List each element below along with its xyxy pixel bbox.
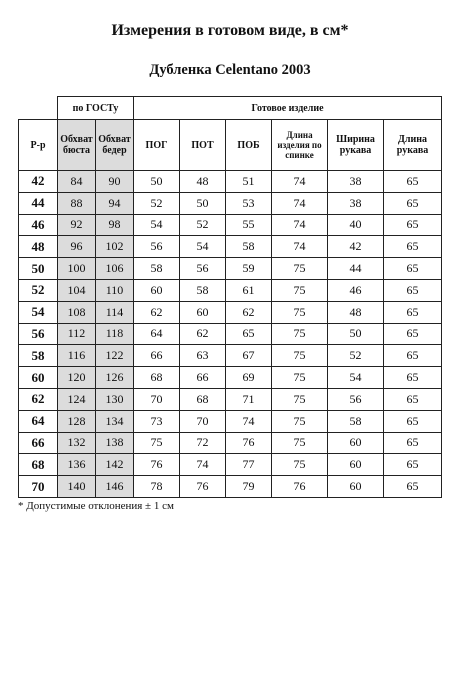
table-cell: 75	[272, 454, 328, 476]
table-cell: 88	[58, 192, 96, 214]
table-cell: 66	[134, 345, 180, 367]
blank-corner	[19, 97, 58, 120]
table-cell: 52	[328, 345, 384, 367]
table-cell: 76	[180, 476, 226, 498]
table-row	[19, 345, 442, 367]
table-row	[19, 476, 442, 498]
col-header-size: Р-р	[19, 120, 58, 171]
table-cell: 65	[384, 279, 442, 301]
table-cell: 65	[226, 323, 272, 345]
table-cell: 140	[58, 476, 96, 498]
table-cell: 58	[134, 258, 180, 280]
table-cell: 75	[272, 345, 328, 367]
table-cell: 92	[58, 214, 96, 236]
table-cell: 84	[58, 171, 96, 193]
table-cell: 70	[180, 410, 226, 432]
table-cell: 104	[58, 279, 96, 301]
table-cell: 66	[180, 367, 226, 389]
table-cell: 124	[58, 388, 96, 410]
table-row	[19, 410, 442, 432]
table-cell: 54	[134, 214, 180, 236]
col-header-bust: Обхват бюста	[58, 120, 96, 171]
table-cell: 65	[384, 345, 442, 367]
col-header-sleeve-width: Ширина рукава	[328, 120, 384, 171]
table-cell: 59	[226, 258, 272, 280]
table-cell: 100	[58, 258, 96, 280]
table-cell: 56	[328, 388, 384, 410]
size-cell: 56	[19, 323, 58, 345]
col-header-pog: ПОГ	[134, 120, 180, 171]
size-cell: 54	[19, 301, 58, 323]
table-cell: 75	[272, 258, 328, 280]
table-cell: 52	[134, 192, 180, 214]
table-cell: 56	[180, 258, 226, 280]
table-cell: 75	[272, 388, 328, 410]
table-cell: 90	[96, 171, 134, 193]
table-cell: 72	[180, 432, 226, 454]
table-cell: 65	[384, 323, 442, 345]
table-cell: 65	[384, 258, 442, 280]
table-cell: 74	[180, 454, 226, 476]
table-row	[19, 367, 442, 389]
table-cell: 130	[96, 388, 134, 410]
col-header-hips: Обхват бедер	[96, 120, 134, 171]
table-cell: 42	[328, 236, 384, 258]
table-cell: 75	[272, 410, 328, 432]
table-cell: 60	[134, 279, 180, 301]
table-cell: 75	[272, 432, 328, 454]
size-cell: 68	[19, 454, 58, 476]
table-row	[19, 214, 442, 236]
table-cell: 76	[272, 476, 328, 498]
table-cell: 134	[96, 410, 134, 432]
table-cell: 75	[272, 323, 328, 345]
table-cell: 79	[226, 476, 272, 498]
table-cell: 114	[96, 301, 134, 323]
table-cell: 48	[328, 301, 384, 323]
table-cell: 126	[96, 367, 134, 389]
col-header-sleeve-length: Длина рукава	[384, 120, 442, 171]
size-cell: 52	[19, 279, 58, 301]
footnote: * Допустимые отклонения ± 1 см	[18, 500, 174, 512]
table-cell: 77	[226, 454, 272, 476]
table-cell: 75	[272, 279, 328, 301]
table-cell: 50	[328, 323, 384, 345]
table-cell: 46	[328, 279, 384, 301]
size-cell: 66	[19, 432, 58, 454]
table-cell: 65	[384, 236, 442, 258]
table-cell: 142	[96, 454, 134, 476]
size-cell: 60	[19, 367, 58, 389]
table-cell: 116	[58, 345, 96, 367]
table-cell: 65	[384, 432, 442, 454]
table-cell: 74	[226, 410, 272, 432]
table-cell: 74	[272, 171, 328, 193]
table-cell: 44	[328, 258, 384, 280]
table-cell: 112	[58, 323, 96, 345]
table-cell: 68	[180, 388, 226, 410]
table-cell: 65	[384, 367, 442, 389]
table-cell: 65	[384, 476, 442, 498]
table-cell: 52	[180, 214, 226, 236]
table-cell: 60	[328, 454, 384, 476]
page-title: Измерения в готовом виде, в см*	[111, 22, 349, 39]
size-cell: 50	[19, 258, 58, 280]
table-cell: 60	[328, 432, 384, 454]
table-cell: 70	[134, 388, 180, 410]
table-cell: 73	[134, 410, 180, 432]
table-cell: 69	[226, 367, 272, 389]
col-header-pot: ПОТ	[180, 120, 226, 171]
size-cell: 46	[19, 214, 58, 236]
table-row	[19, 171, 442, 193]
group-header-product: Готовое изделие	[134, 97, 442, 120]
table-cell: 110	[96, 279, 134, 301]
table-cell: 67	[226, 345, 272, 367]
table-cell: 38	[328, 171, 384, 193]
table-cell: 62	[180, 323, 226, 345]
table-cell: 58	[180, 279, 226, 301]
table-cell: 60	[328, 476, 384, 498]
table-row	[19, 192, 442, 214]
table-cell: 94	[96, 192, 134, 214]
table-row	[19, 236, 442, 258]
table-cell: 65	[384, 214, 442, 236]
table-cell: 76	[134, 454, 180, 476]
table-cell: 65	[384, 192, 442, 214]
product-subtitle: Дубленка Celentano 2003	[149, 62, 311, 78]
table-cell: 55	[226, 214, 272, 236]
table-cell: 38	[328, 192, 384, 214]
table-row	[19, 454, 442, 476]
col-header-pob: ПОБ	[226, 120, 272, 171]
table-cell: 54	[328, 367, 384, 389]
table-cell: 65	[384, 301, 442, 323]
table-cell: 68	[134, 367, 180, 389]
table-row	[19, 301, 442, 323]
table-cell: 102	[96, 236, 134, 258]
table-cell: 56	[134, 236, 180, 258]
size-rows	[19, 171, 442, 498]
size-cell: 48	[19, 236, 58, 258]
table-cell: 62	[226, 301, 272, 323]
size-cell: 42	[19, 171, 58, 193]
table-cell: 122	[96, 345, 134, 367]
table-cell: 75	[134, 432, 180, 454]
table-cell: 48	[180, 171, 226, 193]
size-table	[18, 96, 442, 498]
table-row	[19, 432, 442, 454]
table-cell: 65	[384, 171, 442, 193]
size-cell: 70	[19, 476, 58, 498]
table-cell: 51	[226, 171, 272, 193]
table-cell: 108	[58, 301, 96, 323]
table-row	[19, 279, 442, 301]
table-cell: 71	[226, 388, 272, 410]
table-row	[19, 388, 442, 410]
table-cell: 120	[58, 367, 96, 389]
table-cell: 40	[328, 214, 384, 236]
table-cell: 74	[272, 236, 328, 258]
table-cell: 98	[96, 214, 134, 236]
table-cell: 50	[134, 171, 180, 193]
size-cell: 58	[19, 345, 58, 367]
table-cell: 61	[226, 279, 272, 301]
size-cell: 62	[19, 388, 58, 410]
table-cell: 65	[384, 410, 442, 432]
table-cell: 62	[134, 301, 180, 323]
table-cell: 54	[180, 236, 226, 258]
table-cell: 118	[96, 323, 134, 345]
table-cell: 58	[226, 236, 272, 258]
table-cell: 76	[226, 432, 272, 454]
size-cell: 44	[19, 192, 58, 214]
table-cell: 136	[58, 454, 96, 476]
table-cell: 63	[180, 345, 226, 367]
table-cell: 64	[134, 323, 180, 345]
group-header-gost: по ГОСТу	[58, 97, 134, 120]
table-cell: 96	[58, 236, 96, 258]
table-cell: 128	[58, 410, 96, 432]
table-cell: 65	[384, 388, 442, 410]
table-cell: 146	[96, 476, 134, 498]
table-cell: 53	[226, 192, 272, 214]
table-cell: 60	[180, 301, 226, 323]
size-cell: 64	[19, 410, 58, 432]
table-cell: 78	[134, 476, 180, 498]
table-cell: 50	[180, 192, 226, 214]
table-cell: 75	[272, 301, 328, 323]
table-cell: 75	[272, 367, 328, 389]
table-cell: 74	[272, 192, 328, 214]
col-header-length: Длина изделия по спинке	[272, 120, 328, 171]
table-cell: 65	[384, 454, 442, 476]
table-cell: 106	[96, 258, 134, 280]
table-row	[19, 258, 442, 280]
table-cell: 58	[328, 410, 384, 432]
table-cell: 138	[96, 432, 134, 454]
table-row	[19, 323, 442, 345]
table-cell: 74	[272, 214, 328, 236]
table-cell: 132	[58, 432, 96, 454]
